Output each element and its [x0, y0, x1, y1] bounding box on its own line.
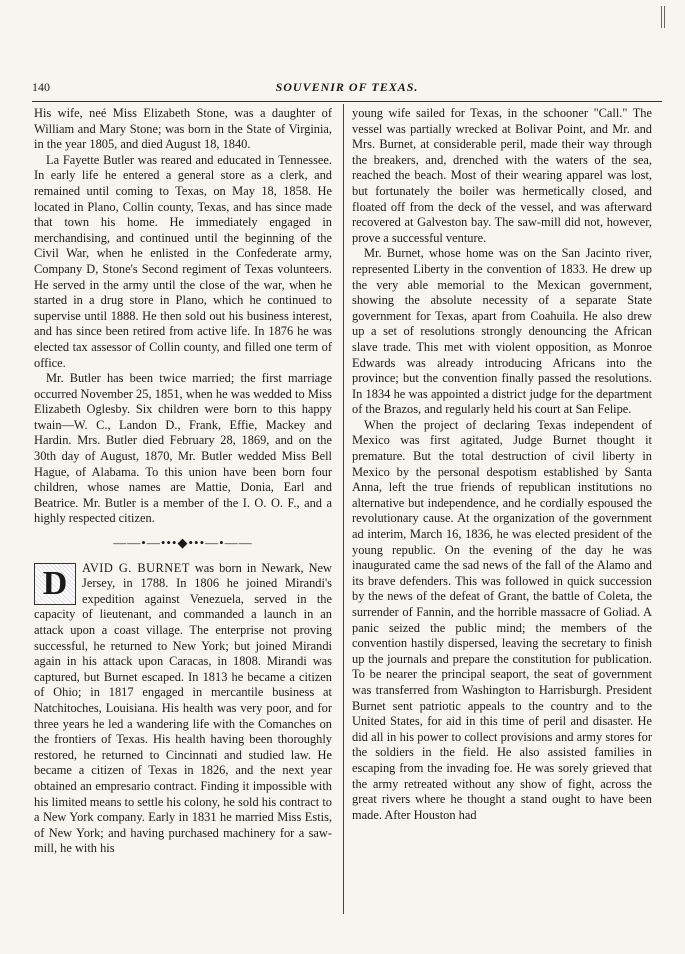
- paragraph-text: was born in Newark, New Jersey, in 1788. In 1806 he joined Mirandi's expedition against Venezuela, served in the capacity of lieutenant, and commanded a launch in an attack upon a coast village. The enterprise not proving successful, he returned to New York; but joined Mirandi again in his attack upon Caracas, in 1808. Mirandi was captured, but Burnet escaped. In 1813 he became a citizen of Ohio; in 1817 engaged in mercantile business at Natchitoches, Louisiana. His health was very poor, and for three years he led a wandering life with the Comanches on the frontiers of Texas. His health having been thoroughly restored, he returned to Cincinnati and studied law. He became a citizen of Texas in 1826, and the next year obtained an empresario contract. Finding it impossible with his limited means to settle his colony, he sold his contract to a New York company. Early in 1831 he married Miss Estis, of New York; and having purchased machinery for a saw-mill, he with his: [34, 560, 332, 856]
- page-number: 140: [32, 80, 50, 94]
- left-column: [34, 106, 332, 857]
- right-column: [352, 106, 652, 823]
- page-header: [32, 80, 662, 96]
- paragraph: Mr. Burnet, whose home was on the San Jacinto river, represented Liberty in the convention of 1833. He drew up the very able memorial to the Mexican government, showing the absolute necessity of a separate State government for Texas, apart from Coahuila. He also drew up a set of resolutions strongly denouncing the African slave trade. This met with violent opposition, as Monroe Edwards was already introducing Africans into the province; but the convention finally passed the resolutions. In 1834 he was appointed a district judge for the department of the Brazos, and regularly held his court at San Felipe.: [352, 246, 652, 417]
- running-head: SOUVENIR OF TEXAS.: [275, 80, 419, 94]
- margin-mark: [661, 6, 665, 28]
- paragraph: La Fayette Butler was reared and educated in Tennessee. In early life he entered a general store as a clerk, and remained until coming to Texas, on May 18, 1858. He located in Plano, Collin county, Texas, and has since made that town his home. He immediately engaged in merchandising, and continued until the beginning of the Civil War, when he enlisted in the Confederate army, Company D, Stone's Second regiment of Texas volunteers. He served in the army until the close of the war, when he started in a drug store in Plano, which he continued to supervise until 1888. He then sold out his business interest, and has since been retired from active life. In 1876 he was elected tax assessor of Collin county, and filled one term of office.: [34, 152, 332, 370]
- header-rule: [32, 101, 662, 102]
- drop-cap: D: [34, 563, 76, 605]
- column-divider: [343, 104, 344, 914]
- paragraph: [34, 561, 332, 857]
- paragraph: When the project of declaring Texas independent of Mexico was first agitated, Judge Burnet thought it premature. But the total destruction of civil liberty in Mexico by the personal despotism established by Santa Anna, left the true friends of republican institutions no alternative but independence, and he cordially espoused the revolutionary cause. At the organization of the government ad interim, March 16, 1836, he was elected president of the young republic. On the evening of the day he was inaugurated came the sad news of the fall of the Alamo and its brave defenders. This was followed in quick succession by the news of the defeat of Grant, the battle of Coleta, the surrender of Fannin, and the horrible massacre of Goliad. A panic seized the public mind; the members of the convention hastily dispersed, leaving the secretary to finish up the journals and prepare the constitution for publication. To be nearer the principal seaport, the seat of government was transferred from Washington to Harrisburgh. President Burnet sent patriotic appeals to the country and to the United States, for aid in this time of peril and disaster. He did all in his power to collect provisions and army stores for the soldiers in the field. He also assisted families in escaping from the invading foe. He was sorely grieved that the army retreated without any show of fight, across the great rivers where he thought a stand ought to have been made. After Houston had: [352, 417, 652, 822]
- paragraph: Mr. Butler has been twice married; the first marriage occurred November 25, 1851, when he was wedded to Miss Elizabeth Oglesby. Six children were born to this happy twain—W. C., Landon D., Frank, Effie, Mackey and Hardin. Mrs. Butler died February 28, 1869, and on the 30th day of August, 1870, Mr. Butler wedded Miss Bell Hague, of Alabama. To this union have been born four children, whose names are Mattie, Donia, Earl and Beatrice. Mr. Butler is a member of the I. O. O. F., and a highly respected citizen.: [34, 371, 332, 526]
- lead-in-name: AVID G. BURNET: [82, 560, 190, 575]
- section-ornament: ——•—•••◆•••—•——: [113, 535, 253, 551]
- paragraph: His wife, neé Miss Elizabeth Stone, was a daughter of William and Mary Stone; was born in the State of Virginia, in the year 1805, and died August 18, 1840.: [34, 106, 332, 152]
- paragraph: young wife sailed for Texas, in the schooner "Call." The vessel was partially wrecked at Bolivar Point, and Mr. and Mrs. Burnet, at considerable peril, made their way through the breakers, and, drenched with the waters of the sea, reached the beach. Most of their wearing apparel was lost, but fortunately the boiler was hermetically closed, and floated off from the deck of the vessel, and was afterward recovered at Galveston bay. The saw-mill did not, however, prove a successful venture.: [352, 106, 652, 245]
